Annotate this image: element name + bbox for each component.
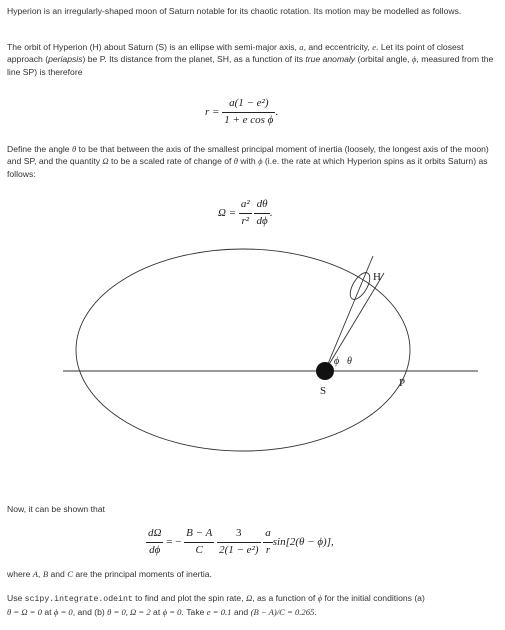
eq3-num-4: a: [263, 526, 273, 543]
true-anomaly-term: true anomaly: [305, 54, 356, 65]
task-text-9: and: [231, 606, 251, 617]
task-text-10: .: [314, 606, 317, 617]
eq3-tail: sin[2(θ − ϕ)],: [272, 535, 334, 548]
eccentricity-value: e = 0.1: [206, 606, 232, 617]
eq1-lhs: r =: [205, 105, 220, 118]
eq2-num-2: dθ: [254, 197, 269, 214]
task-text-1: Use: [7, 593, 25, 603]
task-text-6: , and (b): [72, 606, 108, 617]
eq2-den-2: dϕ: [256, 214, 268, 227]
define-text-1: Define the angle: [7, 144, 72, 154]
label-H: H: [373, 271, 381, 283]
orbit-text-4: ) be P. Its distance from the planet, SH, as a function of its: [82, 54, 306, 65]
task-paragraph: [7, 592, 497, 618]
where-paragraph: [7, 568, 497, 580]
periapsis-term: periapsis: [48, 54, 83, 65]
eq1-tail: .: [275, 105, 279, 118]
task-text-4: for the initial conditions (a): [322, 593, 425, 603]
orbit-text-1: The orbit of Hyperion (H) about Saturn (S) is an ellipse with semi-major axis,: [7, 42, 300, 52]
saturn-icon: [316, 362, 334, 380]
task-text-3: , as a function of: [252, 593, 318, 603]
symbol-theta: θ: [71, 144, 77, 154]
orbit-ellipse: [76, 249, 410, 451]
where-text-3: are the principal moments of inertia.: [72, 569, 212, 579]
odeint-code: scipy.integrate.odeint: [24, 595, 133, 604]
symbol-A: A: [32, 569, 39, 579]
task-text-2: to find and plot the spin rate,: [132, 593, 246, 603]
orbit-text-2: , and eccentricity,: [303, 42, 373, 52]
define-text-5: (i.e. the rate at which Hyperion spins as it orbits Saturn) as follows:: [7, 156, 488, 179]
eq3-num-1: dΩ: [146, 526, 163, 543]
eq3-fraction-3: [217, 526, 260, 559]
shown-text: Now, it can be shown that: [7, 504, 105, 514]
where-text-2: and: [48, 569, 68, 579]
symbol-omega: Ω: [102, 156, 109, 167]
phi-zero-b: ϕ = 0: [162, 606, 182, 617]
symbol-C: C: [67, 569, 73, 579]
eq2-lhs: Ω =: [218, 206, 237, 219]
orbit-text-3: . Let its point of closest approach (: [7, 42, 464, 65]
where-text-1: where: [7, 569, 33, 579]
eq2-num-1: a²: [239, 197, 252, 214]
label-phi: ϕ: [334, 356, 340, 367]
define-text-2: to be that between the axis of the smallest principal moment of inertia (loosely, the longest axis of the moon) and SP, and the quantity: [7, 144, 489, 167]
symbol-e: e: [372, 42, 377, 52]
eq3-fraction-4: [263, 526, 273, 559]
task-text-8: . Take: [181, 606, 207, 617]
condition-a: θ = Ω = 0: [7, 606, 42, 617]
symbol-phi: ϕ: [411, 54, 417, 65]
eq2-tail: .: [269, 206, 273, 219]
eq2-den-1: r²: [241, 214, 250, 227]
orbit-text-6: , measured from the line SP) is therefore: [7, 54, 494, 77]
spin-ode-equation: [146, 526, 334, 559]
eq3-equals: = −: [166, 535, 182, 548]
where-sep: ,: [38, 569, 43, 579]
task-text-7: at: [150, 606, 163, 617]
eq3-fraction-1: [146, 526, 163, 559]
label-S: S: [320, 385, 327, 397]
orbit-text-5: (orbital angle,: [355, 54, 412, 65]
phi-zero-a: ϕ = 0: [53, 606, 73, 617]
inertia-ratio-value: (B − A)/C = 0.265: [250, 606, 315, 617]
task-text-5: at: [41, 606, 54, 617]
shown-paragraph: [7, 503, 497, 515]
eq3-num-3: 3: [217, 526, 260, 543]
intro-text: Hyperion is an irregularly-shaped moon of Saturn notable for its chaotic rotation. Its motion may be modelled as follows.: [7, 6, 462, 16]
eq1-numerator: a(1 − e²): [222, 96, 275, 113]
label-P: P: [399, 377, 406, 389]
symbol-theta-2: θ: [233, 156, 239, 167]
label-theta: θ: [347, 356, 352, 367]
symbol-a: a: [299, 42, 304, 52]
line-SH: [325, 256, 373, 371]
symbol-B: B: [42, 569, 49, 579]
symbol-phi-2: ϕ: [258, 156, 263, 167]
eq1-denominator: 1 + e cos ϕ: [224, 113, 274, 126]
eq3-num-2: B − A: [184, 526, 214, 543]
eq3-den-1: dϕ: [149, 543, 161, 556]
symbol-phi-3: ϕ: [317, 593, 323, 603]
eq3-fraction-2: [184, 526, 214, 559]
define-text-3: to be a scaled rate of change of: [108, 156, 234, 167]
eq3-den-2: C: [195, 543, 203, 556]
eq3-den-3: 2(1 − e²): [219, 543, 259, 556]
symbol-omega-2: Ω: [246, 593, 253, 603]
define-text-4: with: [238, 156, 259, 167]
condition-b: θ = 0, Ω = 2: [107, 606, 151, 617]
eq3-den-4: r: [265, 543, 271, 556]
